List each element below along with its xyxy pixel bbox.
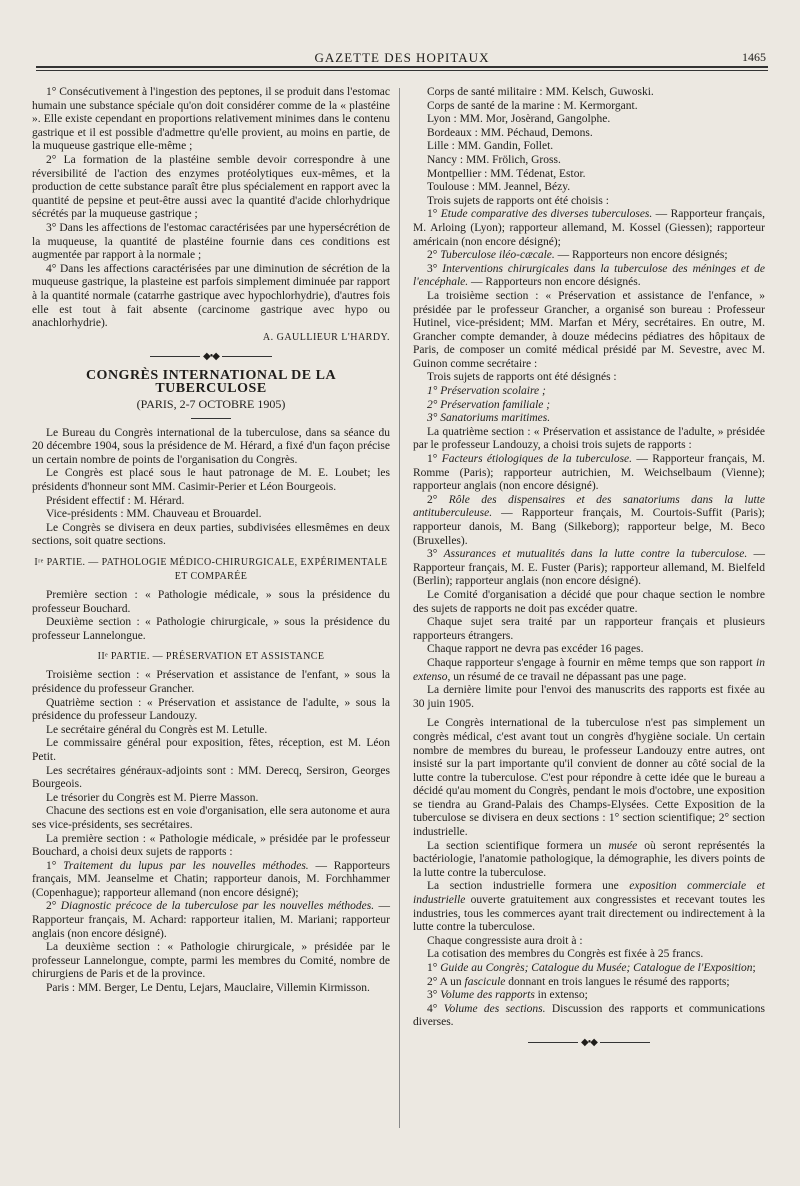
paragraph: 1° Traitement du lupus par les nouvelles méthodes. — Rapporteurs français, MM. Jeanselme et Chatin; rapporteur danois, M. Forchhammer (Copenhague); rapporteur allemand (non encore désigné); — [32, 859, 390, 899]
paragraph: 1° Consécutivement à l'ingestion des peptones, il se produit dans l'estomac humain une substance spéciale qu'on doit considérer comme de la « plastéine ». Elle existe cependant en proportions relativement minimes dans le contenu gastrique et il est possible d'admettre qu'elle provient, au moins en partie, de la muqueuse gastrique elle-même ; — [32, 86, 390, 153]
short-rule — [191, 418, 231, 419]
paragraph: 3° Volume des rapports in extenso; — [427, 989, 588, 1002]
paragraph: 3° Dans les affections de l'estomac caractérisées par une hypersécrétion de la muqueuse, la quantité de plastéine fournie dans ces conditions est augmentée par rapport à la normale ; — [32, 221, 390, 262]
paragraph: La quatrième section : « Préservation et assistance de l'adulte, » présidée par le professeur Landouzy, a choisi trois sujets de rapports : — [413, 425, 765, 452]
header-rule-thick — [36, 66, 768, 68]
paragraph: Le commissaire général pour exposition, fêtes, réception, est M. Léon Petit. — [32, 737, 390, 763]
paragraph: 2° A un fascicule donnant en trois langues le résumé des rapports; — [427, 975, 730, 988]
paragraph: 1° Etude comparative des diverses tuberculoses. — Rapporteur français, M. Arloing (Lyon); rapporteur allemand, M. Kossel (Giessen); rapporteur américain (non encore désigné); — [413, 208, 765, 248]
paragraph: Lyon : MM. Mor, Josèrand, Gangolphe. — [427, 113, 611, 126]
paragraph: 3° Assurances et mutualités dans la lutte contre la tuberculose. — Rapporteur français, M. E. Fuster (Paris); rapporteur allemand, M. Bielfeld (Berlin); rapporteur anglais (non encore désigné). — [413, 548, 765, 588]
paragraph: 4° Volume des sections. Discussion des rapports et communications diverses. — [413, 1002, 766, 1029]
column-divider — [399, 88, 400, 1128]
right-column — [413, 86, 765, 1055]
paragraph: La dernière limite pour l'envoi des manuscrits des rapports est fixée au 30 juin 1905. — [413, 684, 765, 710]
paragraph: Lille : MM. Gandin, Follet. — [427, 140, 554, 153]
article-subtitle: (PARIS, 2-7 OCTOBRE 1905) — [136, 397, 286, 412]
paragraph: Le Congrès est placé sous le haut patronage de M. E. Loubet; les présidents d'honneur sont MM. Casimir-Perier et Léon Bourgeois. — [32, 467, 390, 494]
paragraph: La première section : « Pathologie médicale, » présidée par le professeur Bouchard, a choisi deux sujets de rapports : — [32, 832, 390, 859]
paragraph: 2° Tuberculose iléo-cæcale. — Rapporteurs non encore désignés; — [427, 249, 728, 262]
paragraph: 1° Facteurs étiologiques de la tuberculose. — Rapporteur français, M. Romme (Paris); rapporteur autrichien, M. Weichselbaum (Vienne); rapporteur anglais (non encore désigné). — [413, 453, 765, 493]
paragraph: 3° Sanatoriums maritimes. — [427, 412, 551, 425]
paragraph: Bordeaux : MM. Péchaud, Demons. — [427, 126, 593, 139]
end-ornament: ◆•◆ — [413, 1036, 765, 1050]
left-column — [32, 86, 390, 996]
paragraph: Le Bureau du Congrès international de la tuberculose, dans sa séance du 20 décembre 1904, sous la présidence de M. Hérard, a fixé d'un façon précise un certain nombre de points de l'organisation du Congrès. — [32, 426, 390, 466]
paragraph: 2° Diagnostic précoce de la tuberculose par les nouvelles méthodes. — Rapporteur français, M. Achard: rapporteur italien, M. Mariani; rapporteur anglais (non encore désigné). — [32, 900, 390, 940]
running-header — [36, 46, 768, 66]
paragraph: Chaque sujet sera traité par un rapporteur français et plusieurs rapporteurs étrangers. — [413, 616, 765, 642]
header-rule-thin — [36, 70, 768, 71]
paragraph: Chaque rapport ne devra pas excéder 16 pages. — [427, 643, 644, 656]
paragraph: Le Comité d'organisation a décidé que pour chaque section le nombre des sujets de rapports ne doit pas excéder quatre. — [413, 588, 765, 615]
paragraph: Trois sujets de rapports ont été désignés : — [427, 371, 617, 384]
paragraph: Le secrétaire général du Congrès est M. Letulle. — [46, 723, 268, 736]
paragraph: La section industrielle formera une exposition commerciale et industrielle ouverte gratuitement aux congressistes et recevant toutes les industries, tous les commerces ayant trait directement ou indirectement à la lutte contre la tuberculose. — [413, 880, 765, 934]
paragraph: 2° Préservation familiale ; — [427, 398, 551, 411]
paragraph: Montpellier : MM. Tédenat, Estor. — [427, 167, 586, 180]
journal-title: GAZETTE DES HOPITAUX — [314, 50, 490, 65]
part-heading-1: Iʳᵉ PARTIE. — PATHOLOGIE MÉDICO-CHIRURGICALE, EXPÉRIMENTALE ET COMPARÉE — [34, 557, 388, 582]
article-title: CONGRÈS INTERNATIONAL DE LA TUBERCULOSE — [85, 367, 337, 397]
paragraph: Toulouse : MM. Jeannel, Bézy. — [427, 181, 571, 194]
paragraph: Le Congrès international de la tuberculose n'est pas simplement un congrès médical, c'est avant tout un congrès d'hygiène sociale. Un certain nombre de membres du bureau, le professeur Landouzy entre autres, ont insisté sur la part importante qu'il convient de donner au côté social de la lutte contre la tuberculose. C'est pour répondre à cette idée que le bureau a décidé qu'au moment du Congrès, pendant le mois d'octobre, une exposition se tiendra au Grand-Palais des Champs-Elysées. Cette Exposition de la tuberculose se divisera en deux sections : 1° section scientifique; 2° section industrielle. — [413, 717, 765, 839]
paragraph: La cotisation des membres du Congrès est fixée à 25 francs. — [427, 948, 704, 961]
section-ornament: ◆•◆ — [32, 350, 390, 364]
paragraph: Le trésorier du Congrès est M. Pierre Masson. — [46, 791, 259, 804]
paragraph: Les secrétaires généraux-adjoints sont : MM. Derecq, Sersiron, Georges Bourgeois. — [32, 764, 390, 791]
paragraph: Nancy : MM. Frölich, Gross. — [427, 153, 561, 166]
paragraph: 1° Préservation scolaire ; — [427, 385, 546, 398]
paragraph: Paris : MM. Berger, Le Dentu, Lejars, Mauclaire, Villemin Kirmisson. — [46, 982, 370, 995]
paragraph: Le Congrès se divisera en deux parties, subdivisées ellesmêmes en deux sections, soit quatre sections. — [32, 521, 390, 548]
paragraph: 2° La formation de la plastéine semble devoir correspondre à une réversibilité de l'action des enzymes protéolytiques eux-mêmes, et la production de cette substance paraît être plus spécialement en rapport avec la quantité de pepsine et peut-être aussi avec la quantité d'acide chlorhydrique sécrétés par la muqueuse gastrique ; — [32, 153, 390, 221]
paragraph: Chacune des sections est en voie d'organisation, elle sera autonome et aura ses vice-présidents, ses secrétaires. — [32, 805, 390, 831]
page-number: 1465 — [742, 50, 766, 64]
paragraph: Chaque congressiste aura droit à : — [427, 934, 583, 947]
paragraph: Quatrième section : « Préservation et assistance de l'adulte, » sous la présidence du professeur Landouzy. — [32, 696, 390, 723]
paragraph: Deuxième section : « Pathologie chirurgicale, » sous la présidence du professeur Lannelongue. — [32, 616, 390, 642]
paragraph: Première section : « Pathologie médicale, » sous la présidence du professeur Bouchard. — [32, 589, 390, 615]
paragraph: La section scientifique formera un musée où seront représentés la bactériologie, l'anatomie pathologique, la démographie, les divers points de la lutte contre la tuberculose. — [413, 839, 765, 879]
author-signature: A. GAULLIEUR L'HARDY. — [262, 331, 390, 343]
paragraph: La troisième section : « Préservation et assistance de l'enfance, » présidée par le professeur Grancher, a organisé son bureau : Professeur Hutinel, vice-président; MM. Marfan et Méry, secrétaires. En outre, M. Grancher compte demander, à douze médecins pédiatres des hôpitaux de Paris, de composer un comité médical présidé par M. Sevestre, avec M. Guinon comme secrétaire : — [413, 289, 765, 370]
paragraph: 2° Rôle des dispensaires et des sanatoriums dans la lutte antituberculeuse. — Rapporteur français, M. Courtois-Suffit (Paris); rapporteur danois, M. Bang (Silkeborg); rapporteur belge, M. Beco (Bruxelles). — [413, 493, 765, 547]
paragraph: Chaque rapporteur s'engage à fournir en même temps que son rapport in extenso, un résumé de ce travail ne dépassant pas une page. — [413, 656, 765, 683]
paragraph: 1° Guide au Congrès; Catalogue du Musée; Catalogue de l'Exposition; — [427, 962, 756, 974]
paragraph: 3° Interventions chirurgicales dans la tuberculose des méninges et de l'encéphale. — Rapporteurs non encore désignés. — [413, 262, 765, 289]
paragraph: Troisième section : « Préservation et assistance de l'enfant, » sous la présidence du professeur Grancher. — [32, 669, 390, 695]
paragraph: La deuxième section : « Pathologie chirurgicale, » présidée par le professeur Lannelongue, compte, parmi les membres du Comité, nombre de chirurgiens de Paris et de la province. — [32, 941, 390, 981]
part-heading-2: IIᵉ PARTIE. — PRÉSERVATION ET ASSISTANCE — [97, 651, 325, 663]
paragraph: 4° Dans les affections caractérisées par une diminution de sécrétion de la muqueuse gastrique, la plasteine est parfois simplement diminuée par rapport à la quantité normale (catarrhe gastrique avec hypochlorhydrie), d'autres fois elle est tout à fait absente (carcinome gastrique avec hypo ou anachlorhydrie). A. GAULLIEUR L'HARDY. — [32, 262, 390, 343]
paragraph: Trois sujets de rapports ont été choisis : — [427, 194, 609, 207]
paragraph: Corps de santé de la marine : M. Kermorgant. — [427, 99, 638, 112]
paragraph: Président effectif : M. Hérard. — [46, 494, 185, 507]
paragraph: Vice-présidents : MM. Chauveau et Brouardel. — [46, 508, 262, 521]
paragraph: Corps de santé militaire : MM. Kelsch, Guwoski. — [427, 86, 654, 98]
